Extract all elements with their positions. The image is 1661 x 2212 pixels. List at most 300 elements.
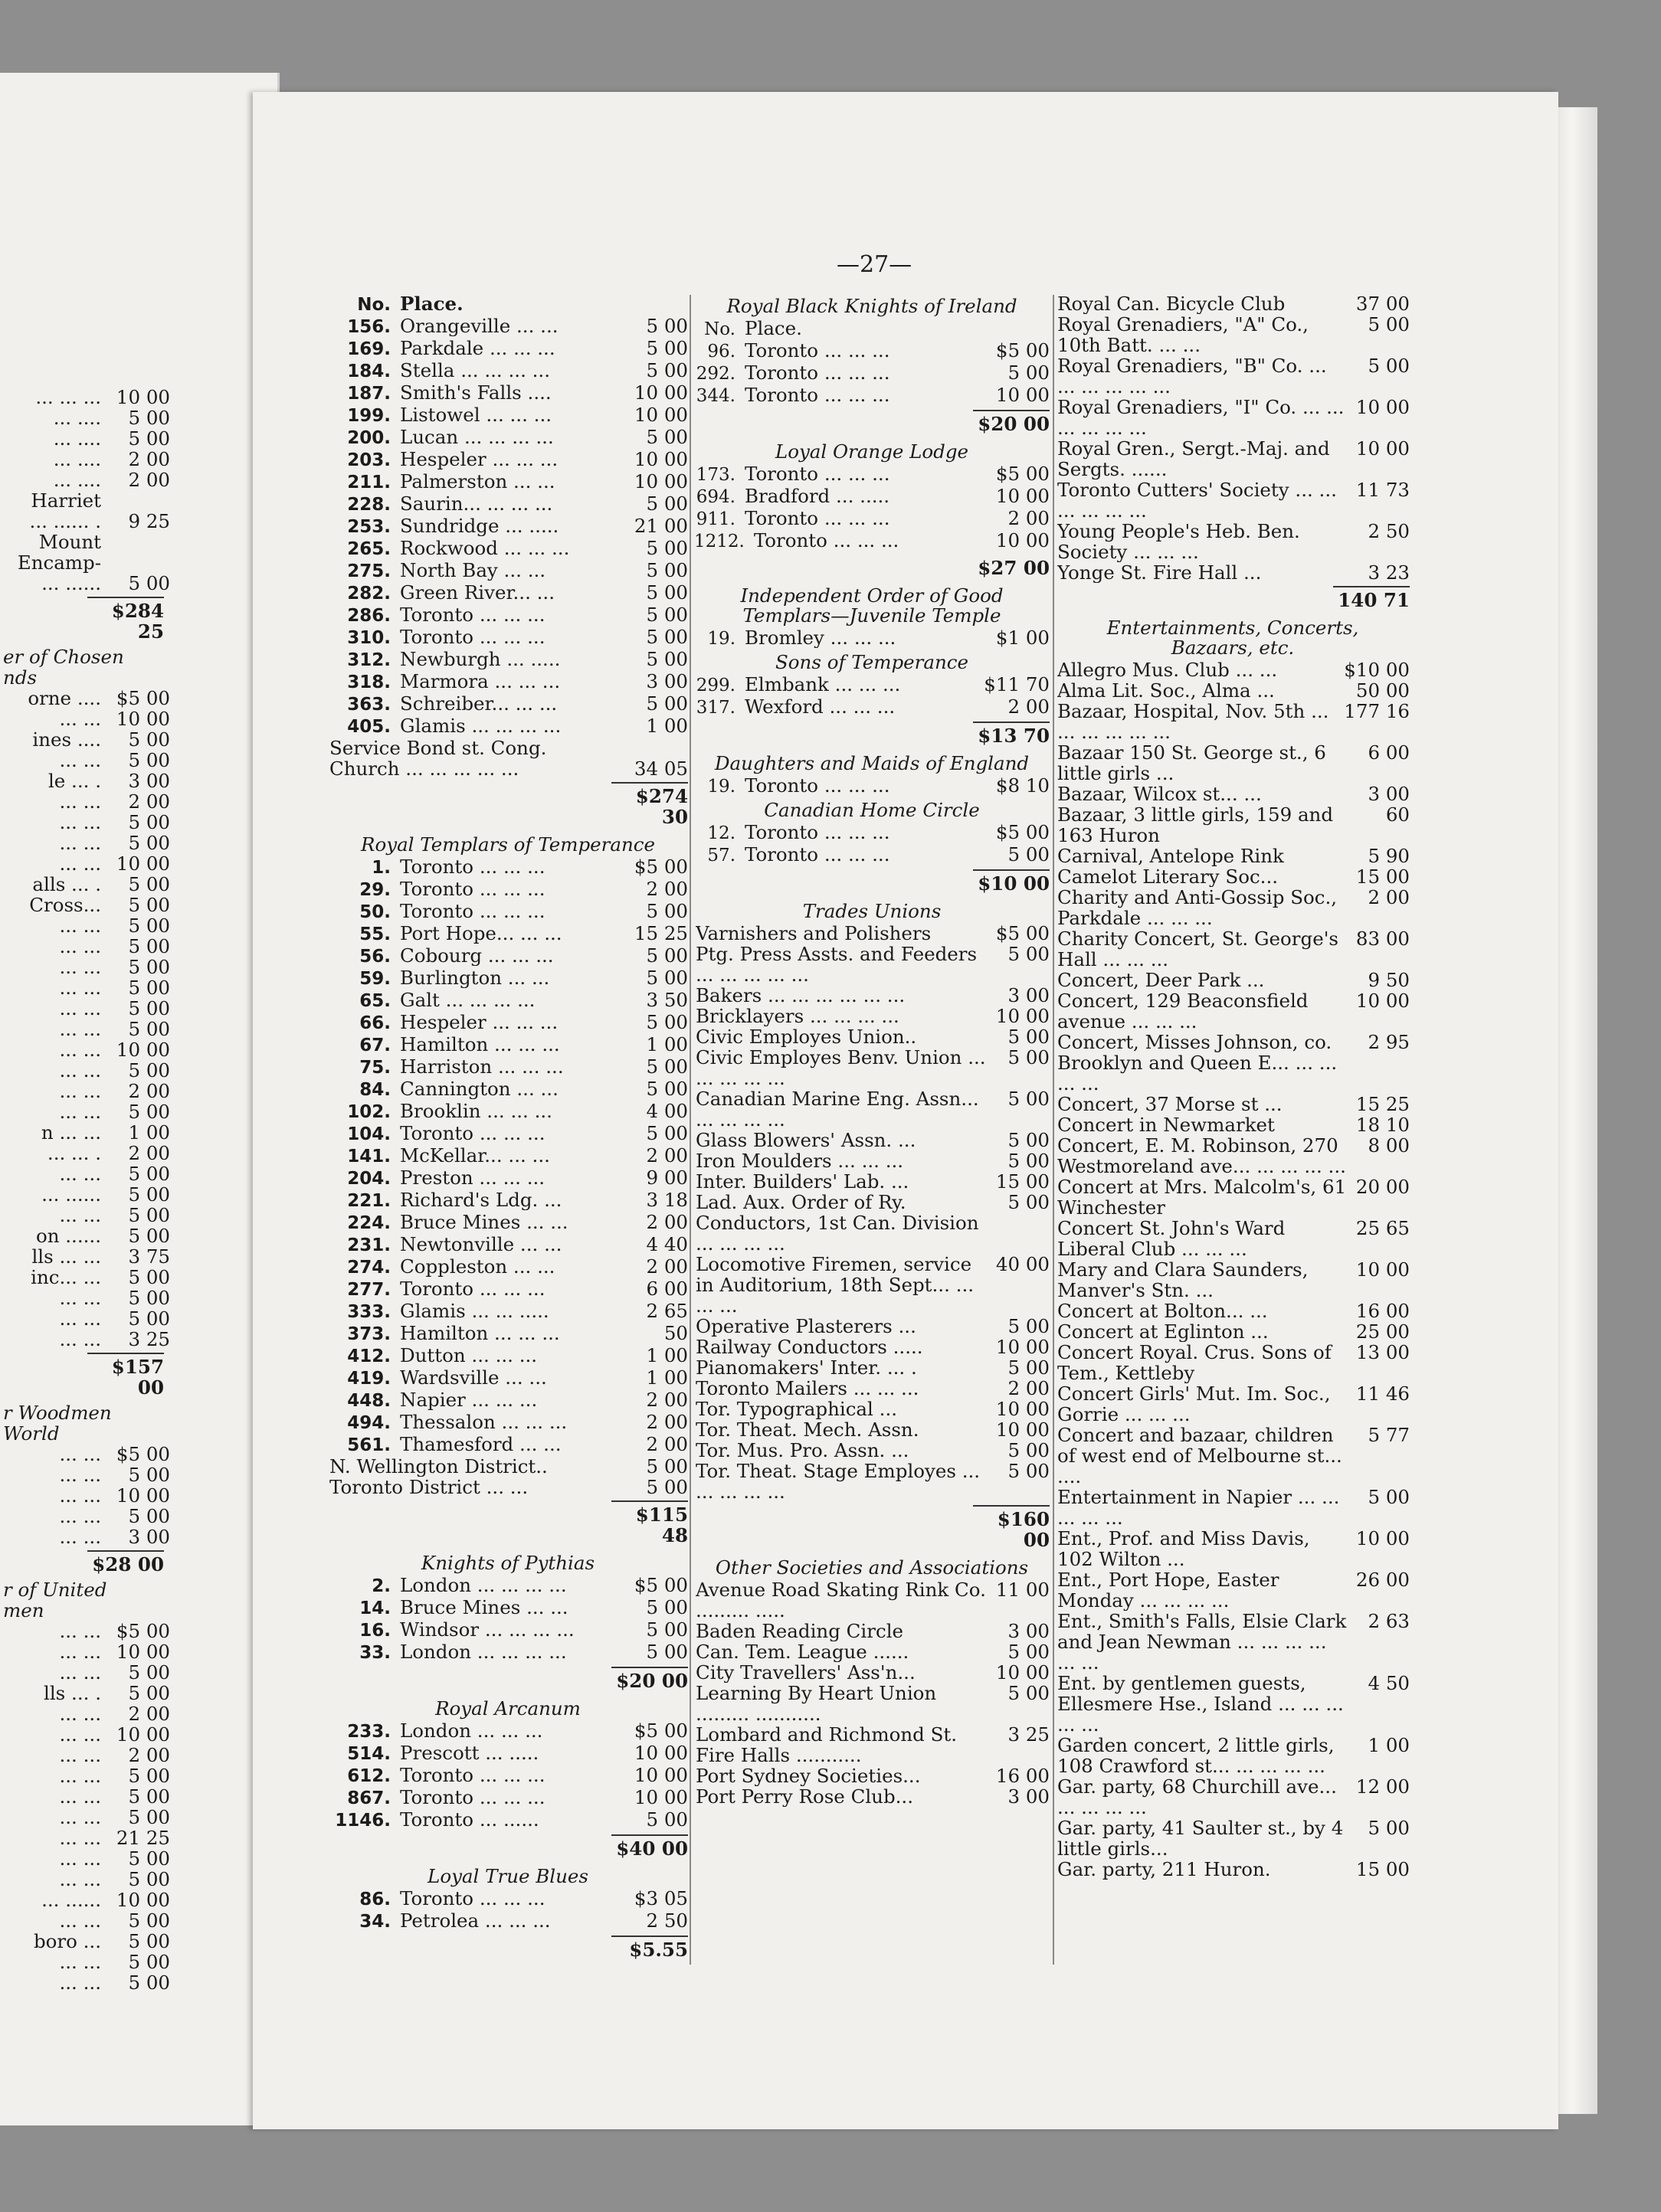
entry-amount: 5 00 — [128, 1287, 170, 1309]
entry-amount: 10 00 — [995, 1661, 1050, 1684]
entry-amount: 5 00 — [1007, 1460, 1050, 1482]
entry-number: 224. — [347, 1213, 391, 1233]
entry-label: Toronto ... ... ... — [400, 604, 545, 625]
left-page-fragment-column — [0, 387, 170, 1993]
entry-amount: $1 00 — [995, 627, 1050, 649]
section-total: $20 00 — [973, 410, 1050, 434]
entry-label: lls ... . — [44, 1682, 101, 1704]
entry-label: ... ... — [59, 708, 101, 730]
entry-amount: 5 00 — [1368, 1486, 1410, 1508]
entry-label: Canadian Marine Eng. Assn... ... ... ... ... — [696, 1088, 979, 1130]
entry-number: 19. — [707, 777, 735, 797]
entry-number: 66. — [359, 1013, 391, 1033]
entry-label: ... ... — [59, 977, 101, 999]
list-item — [0, 1807, 170, 1828]
list-item — [0, 1081, 170, 1101]
list-item — [0, 1683, 170, 1703]
list-item — [1056, 1135, 1410, 1176]
list-item — [328, 1597, 688, 1619]
list-item — [328, 1575, 688, 1597]
column-1 — [328, 293, 688, 1965]
section-total: $28 00 — [87, 1550, 164, 1575]
entry-label: Glass Blowers' Assn. ... — [696, 1130, 916, 1150]
section-total: $13 70 — [973, 722, 1050, 746]
entry-amount: 2 00 — [646, 1389, 688, 1411]
entry-amount: $5 00 — [634, 856, 688, 878]
entry-label: Concert at Bolton... ... — [1057, 1301, 1268, 1321]
entry-amount — [101, 532, 170, 552]
entry-amount: 4 50 — [1368, 1672, 1410, 1694]
entry-amount: 5 00 — [128, 1930, 170, 1952]
entry-amount: 5 00 — [646, 604, 688, 626]
list-item — [328, 1477, 688, 1497]
entry-amount: 9 25 — [128, 510, 170, 532]
entry-label: City Travellers' Ass'n... — [696, 1662, 916, 1683]
entry-amount: 15 25 — [634, 922, 688, 944]
entry-number: 200. — [347, 428, 391, 448]
entry-amount: 2 00 — [128, 1142, 170, 1164]
list-item — [0, 998, 170, 1019]
entry-label: ... ... — [59, 1703, 101, 1725]
entry-amount: 1 00 — [646, 715, 688, 737]
entry-label: Ent., Port Hope, Easter Monday ... ... ... ... — [1057, 1569, 1279, 1611]
entry-label: Toronto ... ... ... — [400, 856, 545, 877]
entry-label: ... ... . — [47, 1142, 101, 1164]
entry-amount: 10 00 — [116, 1039, 170, 1061]
entry-amount: 5 00 — [128, 977, 170, 999]
entry-number: 75. — [359, 1058, 391, 1078]
entry-amount: $5 00 — [634, 1720, 688, 1742]
entry-amount — [101, 490, 170, 511]
entry-amount: 5 00 — [646, 1011, 688, 1033]
entry-number: 12. — [707, 823, 735, 843]
entry-label: Ent. by gentlemen guests, Ellesmere Hse., Island ... ... ... ... ... — [1057, 1673, 1344, 1735]
list-item — [1056, 742, 1410, 784]
entry-amount: 177 16 — [1344, 700, 1410, 722]
list-item — [0, 1869, 170, 1890]
entry-label: ... ... — [59, 915, 101, 937]
list-item — [0, 1526, 170, 1547]
list-item — [0, 1765, 170, 1786]
entry-number: 2. — [372, 1576, 391, 1596]
entry-amount: 10 00 — [634, 381, 688, 404]
entry-number: 277. — [347, 1280, 391, 1300]
entry-amount: 5 00 — [646, 626, 688, 648]
list-item — [1056, 970, 1410, 990]
entry-amount: 3 00 — [1368, 783, 1410, 805]
entry-label: Bakers ... ... ... ... ... ... — [696, 985, 906, 1006]
list-item — [0, 791, 170, 812]
entry-label: Hamilton ... ... ... — [400, 1323, 560, 1343]
entry-amount: 2 95 — [1368, 1031, 1410, 1053]
entry-label: Harriet — [31, 489, 101, 512]
list-item — [0, 833, 170, 853]
entry-label: Hamilton ... ... ... — [400, 1034, 560, 1055]
list-item — [694, 340, 1050, 362]
entry-amount: 10 00 — [995, 485, 1050, 507]
entry-label: Avenue Road Skating Rink Co. ......... ..... — [696, 1579, 986, 1621]
entry-number: 141. — [347, 1147, 391, 1167]
entry-number: 184. — [347, 362, 391, 381]
entry-amount: $5 00 — [116, 1620, 170, 1642]
list-item — [328, 1412, 688, 1434]
list-item — [0, 1267, 170, 1288]
list-item — [1056, 1859, 1410, 1880]
entry-amount: 5 00 — [128, 1059, 170, 1081]
entry-amount: 16 00 — [1355, 1300, 1410, 1322]
list-item — [328, 1765, 688, 1787]
entry-amount: 9 50 — [1368, 969, 1410, 991]
list-item — [694, 1192, 1050, 1254]
list-item — [694, 1047, 1050, 1088]
list-item — [694, 1316, 1050, 1337]
entry-amount: 21 00 — [634, 515, 688, 537]
entry-amount: 5 00 — [128, 1909, 170, 1932]
entry-label: ... ... — [59, 1101, 101, 1123]
entry-amount: 5 00 — [128, 1101, 170, 1123]
entry-amount: 9 00 — [646, 1167, 688, 1189]
entry-label: ... ... — [59, 1059, 101, 1081]
entry-label: Baden Reading Circle — [696, 1621, 904, 1641]
entry-amount: 5 00 — [128, 915, 170, 937]
entry-amount: 15 00 — [995, 1170, 1050, 1193]
entry-amount: 3 75 — [128, 1245, 170, 1268]
entry-amount: 3 18 — [646, 1189, 688, 1211]
entry-label: ... ... — [59, 1505, 101, 1527]
list-item — [0, 874, 170, 895]
entry-label: ... ... — [59, 1806, 101, 1828]
entry-label: ... ... — [59, 1018, 101, 1040]
entry-amount: 2 00 — [1007, 1377, 1050, 1399]
list-item — [1056, 1673, 1410, 1735]
list-item — [328, 1323, 688, 1345]
entry-label: Bruce Mines ... ... — [400, 1597, 568, 1618]
entry-label: Gar. party, 68 Churchill ave... ... ... ... ... — [1057, 1776, 1337, 1818]
entry-label: ... ... — [59, 790, 101, 813]
entry-amount: 2 00 — [128, 1744, 170, 1766]
list-item — [0, 1641, 170, 1662]
list-item — [694, 1440, 1050, 1461]
list-item — [1056, 1383, 1410, 1425]
entry-amount: 3 00 — [1007, 984, 1050, 1006]
list-item — [0, 853, 170, 874]
entry-label: Wardsville ... ... — [400, 1367, 547, 1388]
entry-amount: 5 00 — [646, 559, 688, 581]
entry-amount: 5 00 — [128, 1971, 170, 1994]
entry-amount: 2 00 — [128, 448, 170, 470]
list-item — [0, 532, 170, 552]
entry-label: ... ... — [59, 1307, 101, 1330]
entry-label: ... ... — [59, 749, 101, 771]
entry-number: 221. — [347, 1191, 391, 1211]
entry-number: 29. — [359, 880, 391, 900]
entry-label: Locomotive Firemen, service in Auditorium, 18th Sept... ... ... ... — [696, 1254, 975, 1316]
entry-amount: 34 05 — [634, 758, 688, 780]
entry-label: Can. Tem. League ...... — [696, 1641, 909, 1662]
entry-amount: 5 00 — [1007, 1315, 1050, 1337]
entry-amount: 5 00 — [1007, 1641, 1050, 1663]
entry-label: Hespeler ... ... ... — [400, 449, 559, 470]
entry-amount: 5 00 — [128, 811, 170, 833]
entry-amount: 5 00 — [128, 407, 170, 429]
list-item — [1056, 887, 1410, 928]
list-item — [1056, 1569, 1410, 1611]
list-item — [328, 990, 688, 1012]
entry-amount: 5 00 — [646, 1122, 688, 1144]
entry-number: 67. — [359, 1036, 391, 1055]
entry-label: Elmbank ... ... ... — [745, 674, 901, 695]
section-heading: Royal Arcanum — [435, 1697, 581, 1720]
list-item — [694, 985, 1050, 1006]
entry-label: Sundridge ... ..... — [400, 515, 559, 536]
entry-amount: 40 00 — [995, 1253, 1050, 1275]
entry-label: Concert and bazaar, children of west end of Melbourne st... .... — [1057, 1425, 1342, 1487]
entry-label: Charity Concert, St. George's Hall ... ... ... — [1057, 928, 1339, 970]
entry-number: 33. — [359, 1643, 391, 1663]
entry-label: ... ...... — [41, 1889, 101, 1911]
list-item — [0, 490, 170, 511]
list-item — [0, 573, 170, 594]
entry-amount: 5 00 — [646, 1808, 688, 1831]
list-item — [0, 1246, 170, 1267]
entry-amount: 10 00 — [1355, 990, 1410, 1012]
entry-amount: 5 00 — [646, 1618, 688, 1641]
entry-number: 312. — [347, 650, 391, 670]
entry-amount: 5 00 — [646, 900, 688, 922]
list-item — [694, 1765, 1050, 1786]
entry-label: Garden concert, 2 little girls, 108 Crawford st... ... ... ... ... — [1057, 1735, 1335, 1776]
entry-label: Toronto ... ... ... — [745, 384, 890, 405]
entry-amount: $5 00 — [634, 1574, 688, 1596]
entry-label: lls ... ... — [31, 1245, 101, 1268]
list-item — [328, 1101, 688, 1123]
entry-label: Toronto District ... ... — [329, 1477, 529, 1497]
entry-label: ... ...... — [41, 572, 101, 594]
entry-number: 211. — [347, 473, 391, 492]
list-item — [0, 1019, 170, 1039]
entry-label: ... ... — [59, 1526, 101, 1548]
entry-label: Yonge St. Fire Hall ... — [1057, 562, 1262, 583]
entry-label: Toronto ... ... ... — [400, 1787, 545, 1808]
entry-label: ... ... — [59, 1620, 101, 1642]
entry-amount: 10 00 — [634, 1764, 688, 1786]
section-heading: nds — [3, 666, 38, 689]
entry-label: Toronto ... ... ... — [745, 340, 890, 361]
list-item — [1056, 846, 1410, 866]
entry-label: Railway Conductors ..... — [696, 1337, 923, 1357]
entry-amount: 10 00 — [116, 708, 170, 730]
entry-amount: $11 70 — [984, 673, 1050, 695]
entry-label: Camelot Literary Soc... — [1057, 866, 1279, 887]
entry-label: ... ... — [59, 1661, 101, 1684]
list-item — [694, 1419, 1050, 1440]
entry-amount: 5 00 — [128, 1951, 170, 1973]
entry-label: ... .... — [53, 448, 101, 470]
entry-label: Glamis ... ... ... ... — [400, 715, 562, 736]
entry-label: Church ... ... ... ... ... — [329, 758, 519, 779]
list-item — [328, 1078, 688, 1101]
entry-label: boro ... — [33, 1930, 101, 1952]
entry-number: 412. — [347, 1347, 391, 1366]
list-item — [1056, 784, 1410, 804]
entry-amount: 37 00 — [1355, 293, 1410, 315]
entry-amount: 2 00 — [1007, 507, 1050, 529]
list-item — [0, 1972, 170, 1993]
list-item — [694, 486, 1050, 508]
entry-amount: 5 00 — [646, 315, 688, 337]
list-item — [0, 1952, 170, 1972]
list-item — [1056, 1528, 1410, 1569]
entry-number: 231. — [347, 1235, 391, 1255]
list-item — [0, 812, 170, 833]
entry-amount: 5 00 — [128, 1765, 170, 1787]
entry-amount: 5 00 — [128, 997, 170, 1019]
entry-number: 561. — [347, 1435, 391, 1455]
list-item — [328, 1720, 688, 1742]
entry-label: Toronto ... ... ... — [400, 1888, 545, 1909]
entry-label: Toronto ... ... ... — [745, 362, 890, 383]
entry-amount: 10 00 — [634, 404, 688, 426]
entry-amount: 5 00 — [646, 581, 688, 604]
entry-number: 1146. — [335, 1811, 391, 1831]
service-line: Service Bond st. Cong. — [329, 737, 547, 759]
entry-label: Concert, Deer Park ... — [1057, 970, 1265, 990]
list-item — [328, 538, 688, 560]
entry-label: Bazaar, 3 little girls, 159 and 163 Huron — [1057, 804, 1334, 846]
list-item — [328, 1189, 688, 1212]
entry-label: Port Perry Rose Club... — [696, 1786, 913, 1807]
list-item — [0, 915, 170, 936]
entry-amount: 5 00 — [1007, 1150, 1050, 1172]
list-item — [0, 1724, 170, 1745]
entry-amount: 10 00 — [995, 1005, 1050, 1027]
entry-label: Gar. party, 41 Saulter st., by 4 little girls... — [1057, 1818, 1344, 1859]
entry-label: n ... ... — [41, 1121, 101, 1144]
entry-amount: 2 00 — [646, 1144, 688, 1167]
entry-amount: 5 00 — [646, 359, 688, 381]
entry-amount: 5 00 — [128, 1464, 170, 1486]
list-item — [328, 715, 688, 738]
entry-amount: 10 00 — [634, 1742, 688, 1764]
entry-amount: 5 00 — [1007, 1439, 1050, 1461]
list-item — [694, 1006, 1050, 1026]
entry-label: ... ... — [59, 1287, 101, 1309]
entry-amount: 5 00 — [646, 1055, 688, 1078]
list-item — [1056, 314, 1410, 355]
section-heading: er of Chosen — [3, 646, 124, 668]
entry-label: Toronto ... ... ... — [400, 879, 545, 899]
entry-number: 612. — [347, 1766, 391, 1786]
entry-amount: 5 00 — [128, 935, 170, 957]
entry-label: Operative Plasterers ... — [696, 1316, 916, 1337]
list-item — [1056, 680, 1410, 701]
entry-number: 694. — [696, 487, 735, 507]
list-item — [1056, 1259, 1410, 1301]
list-item — [694, 1088, 1050, 1130]
list-item — [0, 1163, 170, 1184]
page-edge — [1555, 107, 1597, 2114]
entry-label: Varnishers and Polishers — [696, 923, 932, 944]
list-item — [0, 1621, 170, 1641]
entry-amount: 12 00 — [1355, 1775, 1410, 1798]
list-item — [0, 1288, 170, 1308]
entry-label: Stella ... ... ... ... — [400, 360, 551, 381]
list-item — [694, 696, 1050, 718]
list-item — [694, 1641, 1050, 1662]
entry-label: Bradford ... ..... — [745, 486, 890, 506]
list-item — [328, 1256, 688, 1278]
list-item — [0, 771, 170, 791]
entry-amount: 2 00 — [646, 1411, 688, 1433]
list-item — [0, 1060, 170, 1081]
entry-label: ... ... — [59, 1484, 101, 1507]
entry-amount: 15 00 — [1355, 865, 1410, 888]
entry-label: Listowel ... ... ... — [400, 404, 552, 425]
list-item — [1056, 1114, 1410, 1135]
list-item — [328, 1212, 688, 1234]
entry-amount: 5 00 — [1007, 943, 1050, 965]
column-rule — [1053, 295, 1054, 1965]
entry-label: Thamesford ... ... — [400, 1434, 562, 1454]
entry-amount: 3 25 — [1007, 1723, 1050, 1746]
entry-amount: 10 00 — [116, 852, 170, 875]
entry-number: 275. — [347, 561, 391, 581]
section-heading: r Woodmen — [3, 1402, 112, 1424]
list-item — [0, 387, 170, 407]
entry-label: Learning By Heart Union ......... ........... — [696, 1683, 937, 1724]
entry-amount: 3 00 — [128, 1526, 170, 1548]
entry-label: Napier ... ... ... — [400, 1389, 538, 1410]
list-item — [328, 649, 688, 671]
column-2 — [694, 293, 1050, 1807]
list-item — [694, 1378, 1050, 1399]
entry-amount: 2 50 — [646, 1909, 688, 1932]
entry-amount: 10 00 — [634, 470, 688, 492]
entry-label: ... .... — [53, 469, 101, 491]
entry-number: 173. — [696, 465, 735, 485]
entry-amount: 10 00 — [1355, 396, 1410, 418]
list-item — [1056, 1321, 1410, 1342]
entry-label: Toronto ... ... ... — [400, 627, 545, 647]
entry-number: 292. — [696, 364, 735, 384]
list-item — [1056, 562, 1410, 583]
entry-label: ... ... — [59, 832, 101, 854]
entry-amount: 5 00 — [128, 1163, 170, 1185]
list-item — [1056, 1611, 1410, 1673]
entry-label: Bruce Mines ... ... — [400, 1212, 568, 1232]
entry-label: Smith's Falls .... — [400, 382, 552, 403]
entry-amount: 5 00 — [646, 537, 688, 559]
list-item — [328, 1034, 688, 1056]
entry-label: McKellar... ... ... — [400, 1145, 550, 1166]
section-heading: Loyal Orange Lodge — [775, 440, 969, 463]
list-item — [0, 1308, 170, 1329]
entry-label: Saurin... ... ... ... — [400, 493, 553, 514]
entry-label: Port Sydney Societies... — [696, 1765, 921, 1786]
list-item — [0, 1101, 170, 1122]
list-item — [694, 674, 1050, 696]
entry-amount: 2 00 — [1007, 695, 1050, 718]
list-item — [694, 1662, 1050, 1683]
list-item — [1056, 1218, 1410, 1259]
list-item — [0, 407, 170, 428]
list-item — [0, 1225, 170, 1246]
list-item — [694, 508, 1050, 530]
entry-label: ... ... — [59, 1909, 101, 1932]
entry-label: Hespeler ... ... ... — [400, 1012, 559, 1032]
entry-label: Galt ... ... ... ... — [400, 990, 536, 1010]
entry-amount: 5 00 — [646, 967, 688, 989]
